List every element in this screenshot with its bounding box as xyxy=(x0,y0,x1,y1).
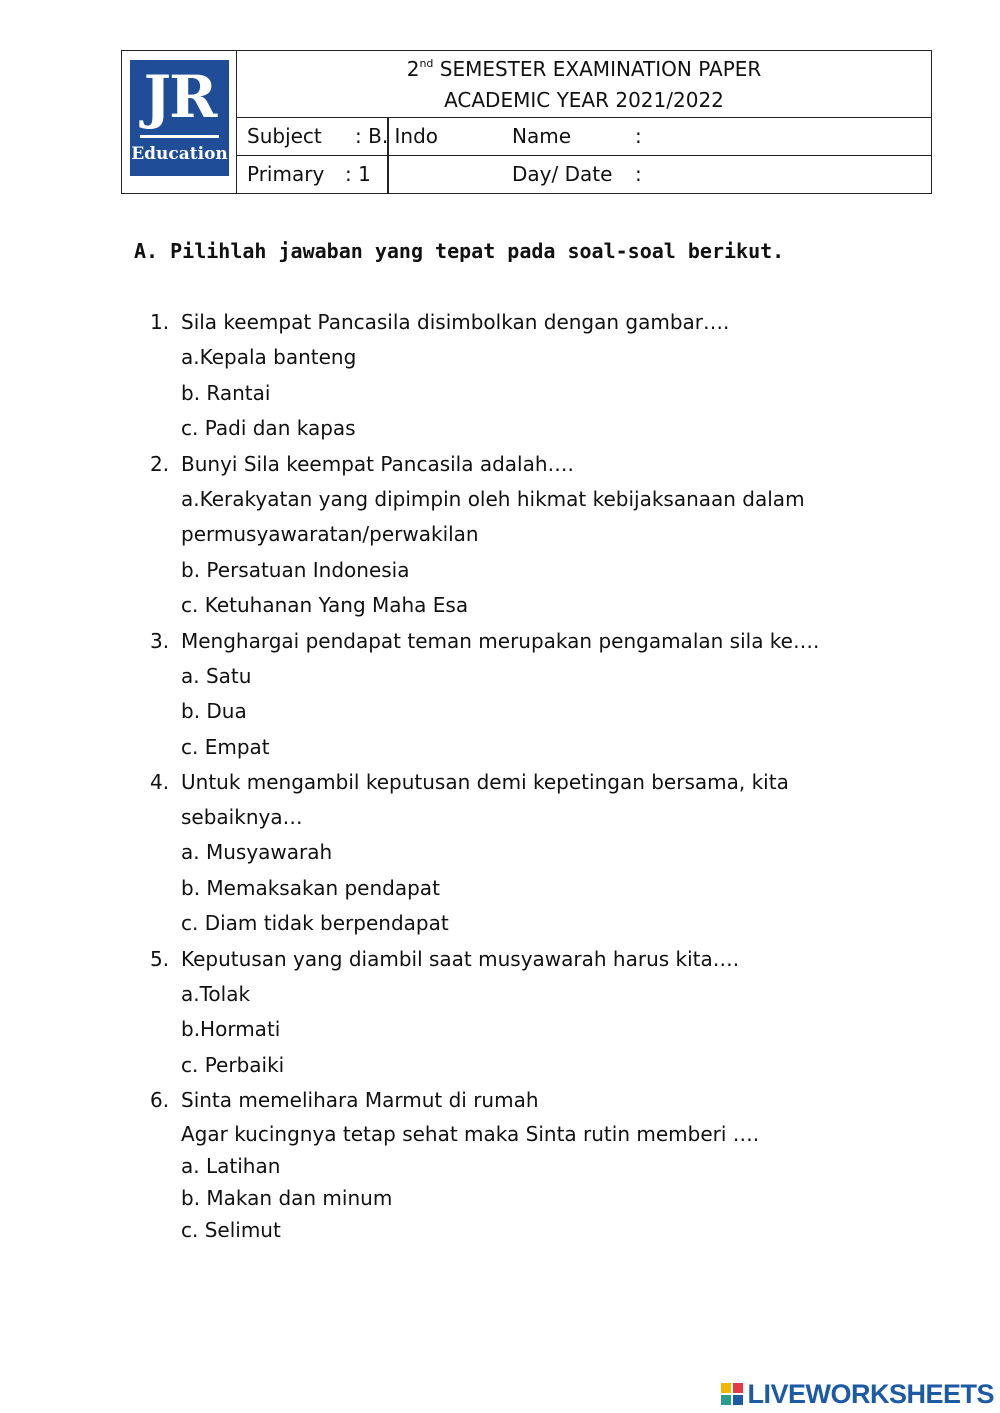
option-a-continued[interactable]: permusyawaratan/perwakilan xyxy=(181,522,479,546)
question-number: 6. xyxy=(150,1088,170,1112)
exam-header-table xyxy=(121,50,932,194)
option-c[interactable]: c. Empat xyxy=(181,734,270,759)
option-a[interactable]: a.Tolak xyxy=(181,981,251,1006)
option-b[interactable]: b. Rantai xyxy=(181,380,271,405)
question-number: 5. xyxy=(150,946,170,971)
liveworksheets-brand: LIVEWORKSHEETS xyxy=(747,1378,994,1409)
question-1 xyxy=(150,305,910,340)
subject-label: Subject xyxy=(247,124,322,148)
exam-title xyxy=(237,51,931,118)
question-5 xyxy=(150,942,910,977)
question-3 xyxy=(150,624,910,659)
question-text-continued: Agar kucingnya tetap sehat maka Sinta rutin memberi …. xyxy=(181,1122,760,1146)
question-number: 4. xyxy=(150,770,170,794)
section-title: A. Pilihlah jawaban yang tepat pada soal-soal berikut. xyxy=(134,239,785,263)
option-a[interactable]: a. Satu xyxy=(181,663,252,688)
primary-label: Primary xyxy=(247,162,325,186)
primary-cell xyxy=(247,156,502,194)
question-text: Untuk mengambil keputusan demi kepetingan bersama, kita xyxy=(181,770,789,794)
logo-letters: JR xyxy=(143,63,216,131)
question-number: 3. xyxy=(150,628,170,653)
info-row-2 xyxy=(237,156,931,194)
option-b[interactable]: b. Makan dan minum xyxy=(181,1186,393,1210)
logo-cell xyxy=(122,51,237,193)
option-b[interactable]: b. Persatuan Indonesia xyxy=(181,557,410,582)
question-text: Sila keempat Pancasila disimbolkan dengan gambar…. xyxy=(181,310,730,334)
title-ordinal-suffix: nd xyxy=(419,57,434,70)
exam-title-line1 xyxy=(237,54,931,85)
option-b[interactable]: b.Hormati xyxy=(181,1017,281,1041)
liveworksheets-watermark xyxy=(721,1378,994,1410)
question-text: Bunyi Sila keempat Pancasila adalah…. xyxy=(181,451,574,476)
option-a[interactable]: a.Kepala banteng xyxy=(181,345,357,369)
subject-value: : B. Indo xyxy=(355,124,439,148)
question-text: Keputusan yang diambil saat musyawarah harus kita…. xyxy=(181,946,740,971)
liveworksheets-logo-icon xyxy=(721,1383,745,1405)
option-a[interactable]: a.Kerakyatan yang dipimpin oleh hikmat kebijaksanaan dalam xyxy=(181,486,805,511)
question-number: 2. xyxy=(150,451,170,476)
logo-divider xyxy=(140,135,219,138)
option-c[interactable]: c. Selimut xyxy=(181,1218,281,1242)
option-c[interactable]: c. Padi dan kapas xyxy=(181,416,356,440)
info-row-1 xyxy=(237,118,931,156)
question-6 xyxy=(150,1083,910,1118)
primary-value: : 1 xyxy=(345,162,371,186)
logo-subtitle: Education xyxy=(131,144,228,164)
option-c[interactable]: c. Perbaiki xyxy=(181,1052,285,1077)
question-text: Sinta memelihara Marmut di rumah xyxy=(181,1088,539,1112)
question-number: 1. xyxy=(150,310,170,334)
date-cell[interactable] xyxy=(512,156,932,194)
question-2 xyxy=(150,447,910,482)
option-b[interactable]: b. Memaksakan pendapat xyxy=(181,875,440,900)
title-text: SEMESTER EXAMINATION PAPER xyxy=(433,57,762,81)
name-cell[interactable] xyxy=(512,118,932,155)
exam-title-line2: ACADEMIC YEAR 2021/2022 xyxy=(444,88,724,112)
option-c[interactable]: c. Diam tidak berpendapat xyxy=(181,911,449,935)
jr-education-logo xyxy=(130,60,229,176)
option-c[interactable]: c. Ketuhanan Yang Maha Esa xyxy=(181,593,469,617)
question-text-continued: sebaiknya… xyxy=(181,805,303,829)
question-4 xyxy=(150,765,910,800)
option-a[interactable]: a. Latihan xyxy=(181,1154,281,1178)
option-a[interactable]: a. Musyawarah xyxy=(181,840,333,864)
date-value: : xyxy=(635,162,642,186)
name-value: : xyxy=(635,124,642,148)
name-label: Name xyxy=(512,124,572,148)
option-b[interactable]: b. Dua xyxy=(181,699,247,723)
title-ordinal: 2 xyxy=(406,57,420,81)
date-label: Day/ Date xyxy=(512,162,613,186)
question-text: Menghargai pendapat teman merupakan pengamalan sila ke…. xyxy=(181,628,820,653)
subject-cell xyxy=(247,118,502,155)
question-list xyxy=(150,305,910,1246)
